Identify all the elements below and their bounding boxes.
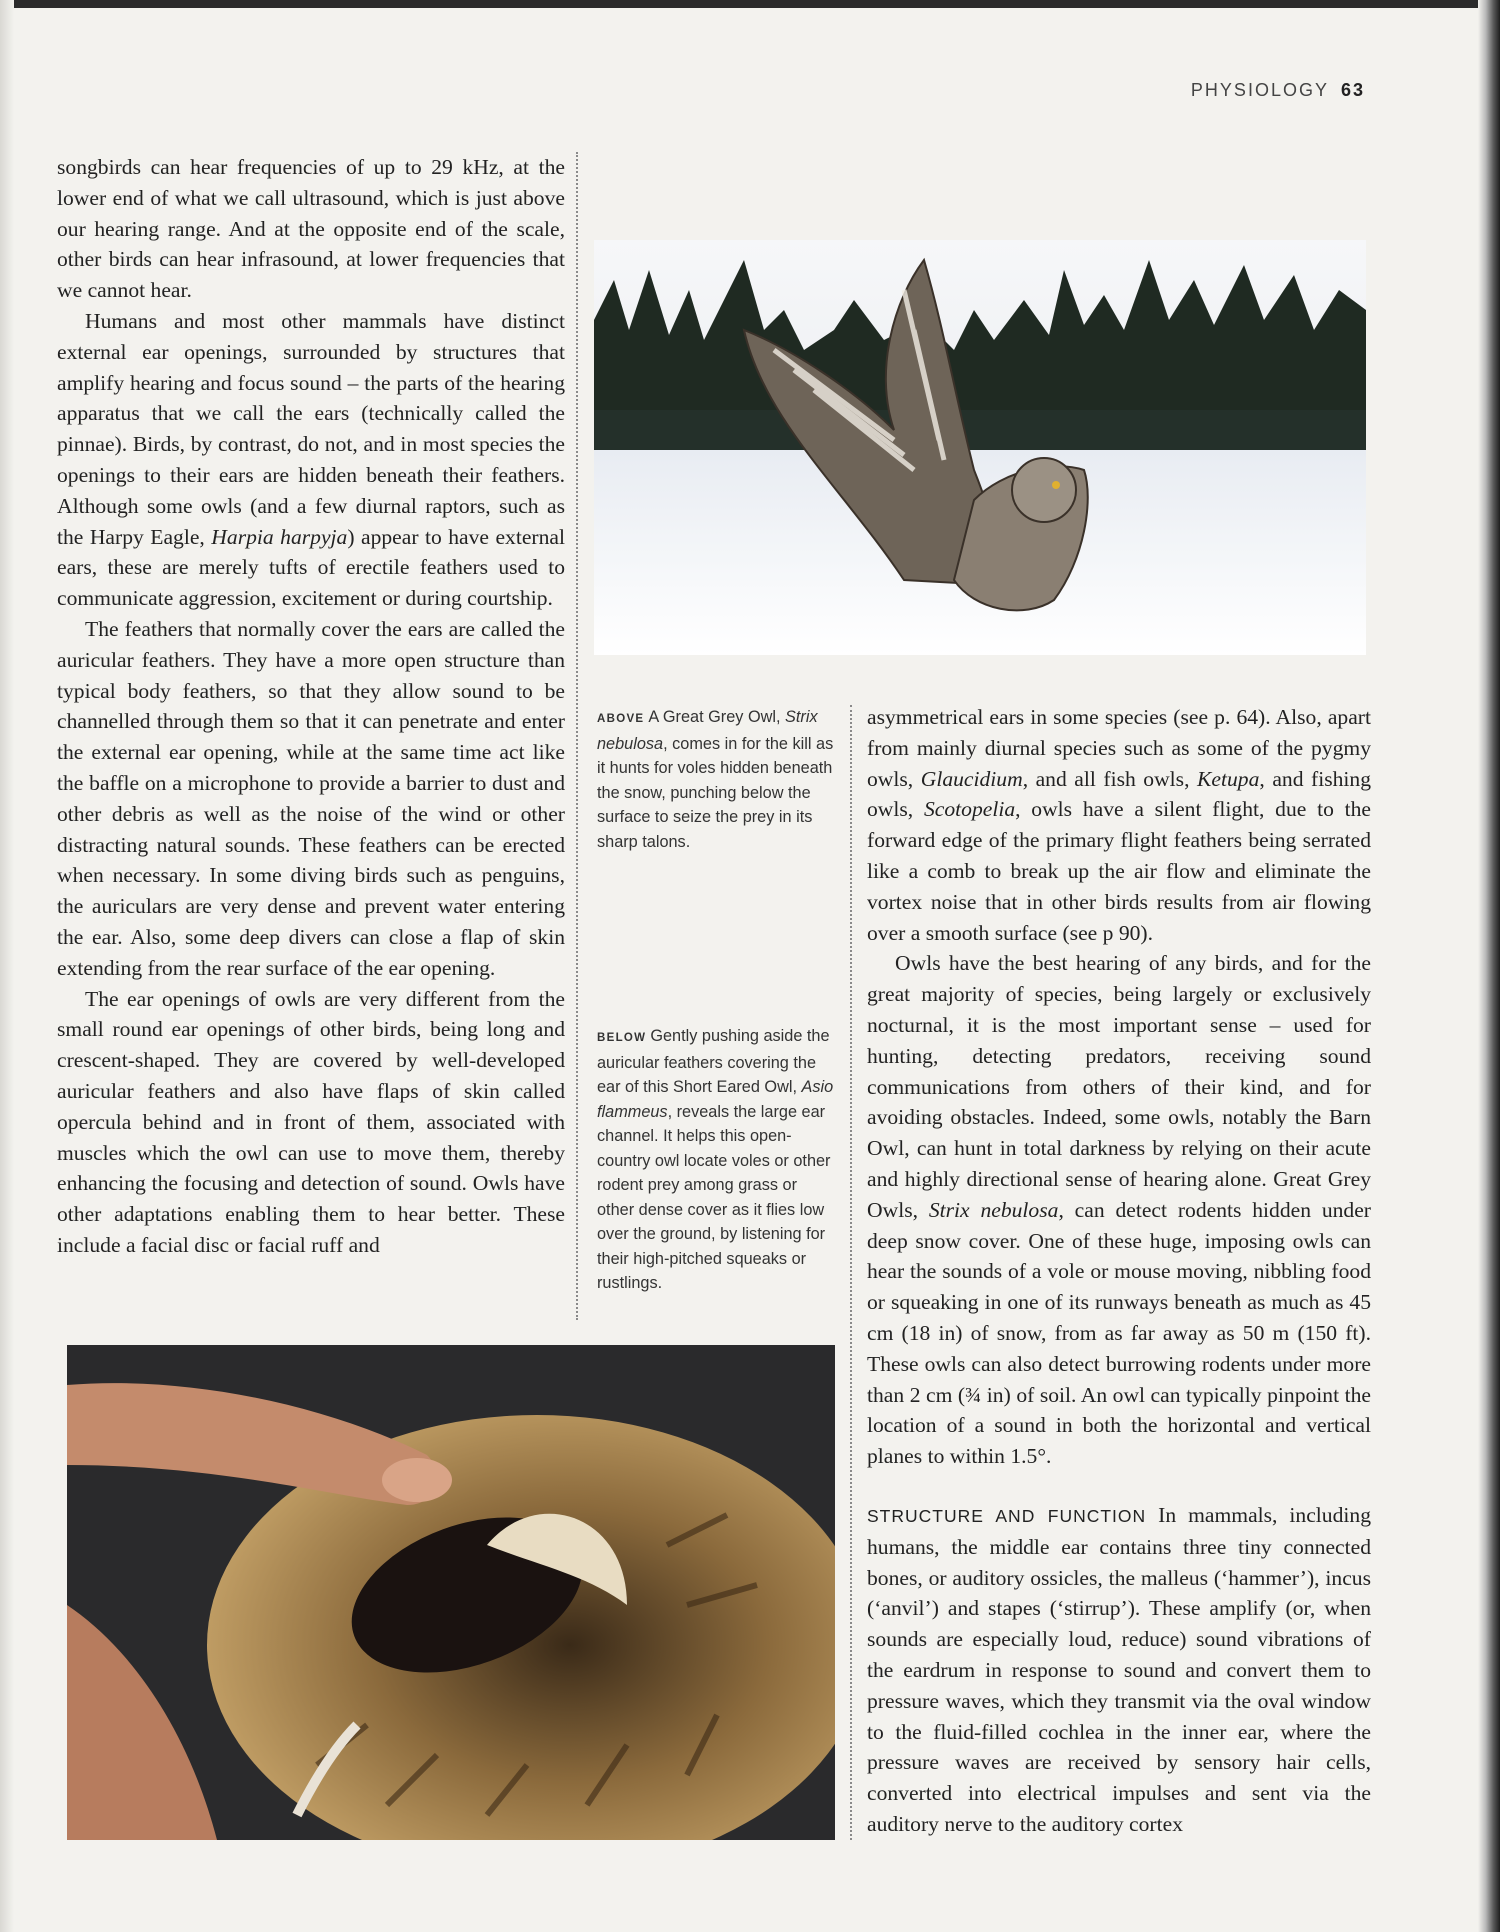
owl-illustration <box>594 240 1366 655</box>
body-column-right-section <box>867 1500 1371 1840</box>
ear-illustration <box>67 1345 835 1840</box>
column-rule-right <box>850 705 852 1840</box>
left-edge-shade <box>0 0 14 1932</box>
caption-below: BELOW Gently pushing aside the auricular feathers covering the ear of this Short Eared Owl, Asio flammeus, reveals the large ear channel. It helps this open-country owl locate voles or other rodent prey among grass or other dense cover as it flies low over the ground, by listening for their high-pitched squeaks or rustlings. <box>597 1027 834 1292</box>
paragraph: The ear openings of owls are very different from the small round ear openings of other birds, being long and crescent-shaped. They are covered by well-developed auricular feathers and also have flaps of skin called opercula behind and in front of them, associated with muscles which the owl can use to move them, thereby enhancing the focusing and detection of sound. Owls have other adaptations enabling them to hear better. These include a facial disc or facial ruff and <box>57 986 565 1257</box>
book-spine-shadow <box>1478 0 1500 1932</box>
top-edge <box>0 0 1500 8</box>
great-grey-owl-photo <box>594 240 1366 655</box>
section-title: PHYSIOLOGY <box>1190 80 1329 100</box>
paragraph: Humans and most other mammals have distinct external ear openings, surrounded by structures that amplify hearing and focus sound – the parts of the hearing apparatus that we call the ears (technically called the pinnae). Birds, by contrast, do not, and in most species the openings to their ears are hidden beneath their feathers. Although some owls (and a few diurnal raptors, such as the Harpy Eagle, Harpia harpyja) appear to have external ears, these are merely tufts of erectile feathers used to communicate aggression, excitement or during courtship. <box>57 308 565 611</box>
paragraph: The feathers that normally cover the ears are called the auricular feathers. They have a more open structure than typical body feathers, so that they allow sound to be channelled through them so that it can penetrate and enter the external ear opening, while at the same time act like the baffle on a microphone to provide a barrier to dust and other debris as well as the noise of the wind or other distracting natural sounds. These feathers can be erected when necessary. In some diving birds such as penguins, the auriculars are very dense and prevent water entering the ear. Also, some deep divers can close a flap of skin extending from the rear surface of the ear opening. <box>57 616 565 980</box>
paragraph: songbirds can hear frequencies of up to 29 kHz, at the lower end of what we call ultrasound, which is just above our hearing range. And at the opposite end of the scale, other birds can hear infrasound, at lower frequencies that we cannot hear. <box>57 155 565 303</box>
caption-above: ABOVE A Great Grey Owl, Strix nebulosa, comes in for the kill as it hunts for voles hidden beneath the snow, punching below the surface to seize the prey in its sharp talons. <box>597 708 834 851</box>
body-column-left <box>57 152 565 1261</box>
paragraph: Owls have the best hearing of any birds, and for the great majority of species, being largely or exclusively nocturnal, it is the most important sense – used for hunting, detecting predators, receiving sound communications from others of their kind, and for avoiding obstacles. Indeed, some owls, notably the Barn Owl, can hunt in total darkness by relying on their acute and highly directional sense of hearing alone. Great Grey Owls, Strix nebulosa, can detect rodents hidden under deep snow cover. One of these huge, imposing owls can hear the sounds of a vole or mouse moving, nibbling food or squeaking in one of its runways beneath as much as 45 cm (18 in) of snow, from as far away as 50 m (150 ft). These owls can also detect burrowing rodents under more than 2 cm (¾ in) of soil. An owl can typically pinpoint the location of a sound in both the horizontal and vertical planes to within 1.5°. <box>867 951 1372 1469</box>
caption-label: BELOW <box>597 1032 647 1044</box>
paragraph: STRUCTURE AND FUNCTION In mammals, including humans, the middle ear contains three tiny connected bones, or auditory ossicles, the malleus (‘hammer’), incus (‘anvil’) and stapes (‘stirrup’). These amplify (or, when sounds are especially loud, reduce) sound vibrations of the eardrum in response to sound and convert them to pressure waves, which they transmit via the oval window to the fluid-filled cochlea in the inner ear, where the pressure waves are received by sensory hair cells, converted into electrical impulses and sent via the auditory nerve to the auditory cortex <box>867 1503 1371 1836</box>
caption-label: ABOVE <box>597 713 645 725</box>
running-head <box>1100 80 1365 101</box>
column-rule-left <box>576 152 578 1320</box>
section-heading: STRUCTURE AND FUNCTION <box>867 1506 1147 1526</box>
page-number: 63 <box>1340 80 1365 100</box>
paragraph: asymmetrical ears in some species (see p. 64). Also, apart from mainly diurnal species such as some of the pygmy owls, Glaucidium, and all fish owls, Ketupa, and fishing owls, Scotopelia, owls have a silent flight, due to the forward edge of the primary flight feathers being serrated like a comb to break up the air flow and eliminate the vortex noise that in other birds results from air flowing over a smooth surface (see p 90). <box>867 705 1372 945</box>
body-column-right <box>867 702 1371 1472</box>
short-eared-owl-ear-photo <box>67 1345 835 1840</box>
